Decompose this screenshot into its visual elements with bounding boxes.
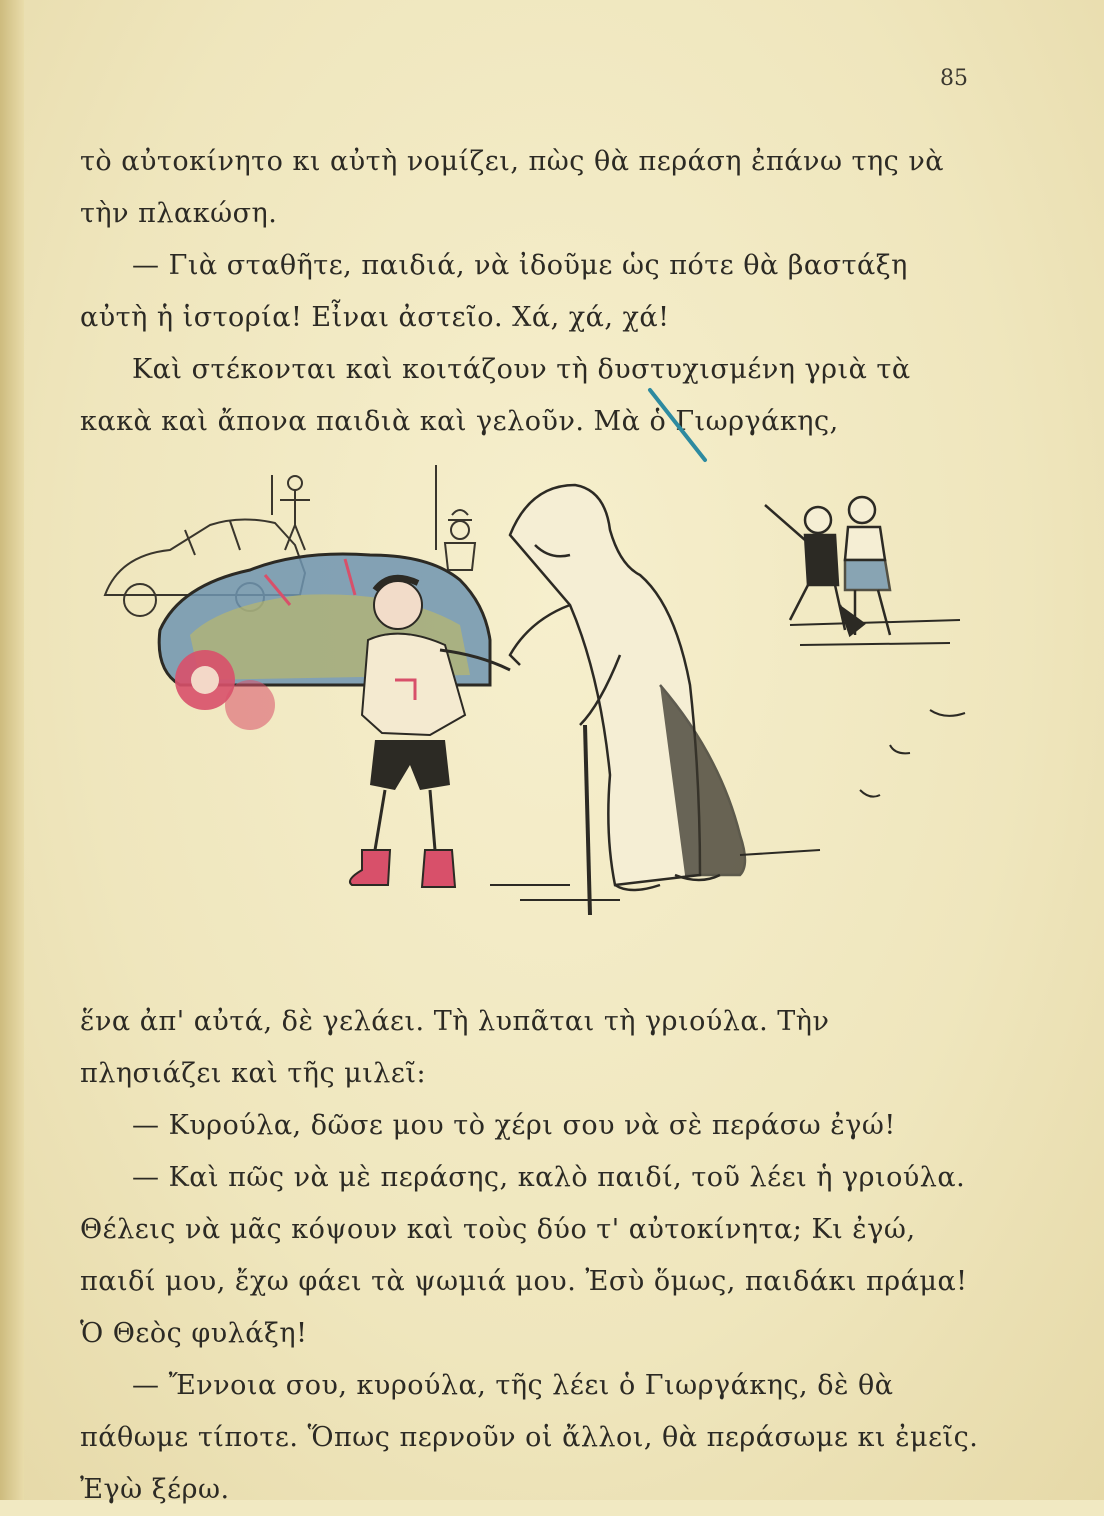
page-gutter xyxy=(0,0,24,1500)
paragraph: — Καὶ πῶς νὰ μὲ περάσης, καλὸ παιδί, τοῦ λέει ἡ γριούλα. Θέλεις νὰ μᾶς κόψουν καὶ τοὺς δύο τ' αὐτοκίνητα; Κι ἐγώ, παιδί μου, ἔχω φάει τὰ ψωμιά μου. Ἐσὺ ὅμως, παιδάκι πράμα! Ὁ Θεὸς φυλάξη! xyxy=(80,1162,968,1349)
paragraph: — Ἔννοια σου, κυρούλα, τῆς λέει ὁ Γιωργάκης, δὲ θὰ πάθωμε τίποτε. Ὅπως περνοῦν οἱ ἄλλοι, θὰ περάσωμε κι ἐμεῖς. Ἐγὼ ξέρω. xyxy=(80,1370,979,1505)
paragraph: — Κυρούλα, δῶσε μου τὸ χέρι σου νὰ σὲ περάσω ἐγώ! xyxy=(132,1110,896,1141)
man-background-sketch xyxy=(445,510,475,570)
text-bottom xyxy=(80,996,980,1516)
paragraph: τὸ αὐτοκίνητο κι αὐτὴ νομίζει, πὼς θὰ περάση ἐπάνω της νὰ τὴν πλακώση. xyxy=(80,146,945,229)
paragraph: Καὶ στέκονται καὶ κοιτάζουν τὴ δυστυχισμένη γριὰ τὰ κακὰ καὶ ἄπονα παιδιὰ καὶ γελοῦν. Μὰ ὁ Γιωργάκης, xyxy=(80,354,911,437)
old-woman-figure xyxy=(510,485,745,915)
policeman-sketch xyxy=(272,475,310,550)
text-top xyxy=(80,136,980,448)
illustration xyxy=(100,455,980,955)
paragraph: — Γιὰ σταθῆτε, παιδιά, νὰ ἰδοῦμε ὡς πότε θὰ βαστάξη αὐτὴ ἡ ἱστορία! Εἶναι ἀστεῖο. Χά, χά, χά! xyxy=(80,250,908,333)
page-number: 85 xyxy=(940,66,968,91)
paragraph: ἕνα ἀπ' αὐτά, δὲ γελάει. Τὴ λυπᾶται τὴ γριούλα. Τὴν πλησιάζει καὶ τῆς μιλεῖ: xyxy=(80,1006,830,1089)
